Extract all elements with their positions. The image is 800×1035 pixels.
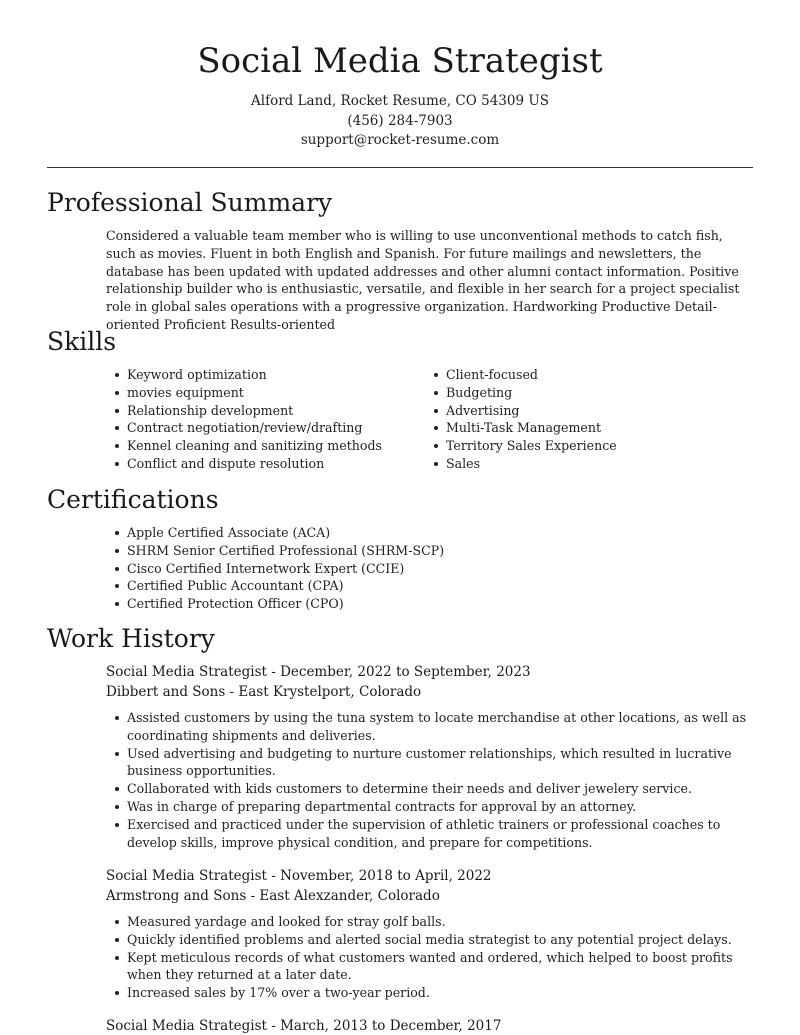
skill-item: Contract negotiation/review/drafting	[106, 419, 416, 437]
job-bullet-list	[106, 709, 756, 851]
certification-item: Certified Public Accountant (CPA)	[106, 577, 444, 595]
job-company: Dibbert and Sons - East Krystelport, Colorado	[106, 684, 422, 700]
job-heading: Social Media Strategist - November, 2018 to April, 2022	[106, 868, 492, 884]
contact-email: support@rocket-resume.com	[300, 132, 500, 148]
contact-address: Alford Land, Rocket Resume, CO 54309 US	[251, 93, 549, 109]
job-bullet: Was in charge of preparing departmental contracts for approval by an attorney.	[106, 798, 756, 816]
header-divider	[47, 167, 753, 168]
candidate-name: Social Media Strategist	[197, 41, 603, 81]
certification-item: Apple Certified Associate (ACA)	[106, 524, 444, 542]
skill-item: Territory Sales Experience	[425, 437, 745, 455]
job-bullet: Measured yardage and looked for stray golf balls.	[106, 913, 756, 931]
skill-item: Client-focused	[425, 366, 745, 384]
skill-item: Conflict and dispute resolution	[106, 455, 416, 473]
certification-item: Cisco Certified Internetwork Expert (CCIE)	[106, 560, 444, 578]
skills-list-left	[106, 366, 416, 473]
certification-item: Certified Protection Officer (CPO)	[106, 595, 444, 613]
contact-info	[0, 92, 800, 151]
skill-item: Relationship development	[106, 402, 416, 420]
work-history-heading: Work History	[47, 624, 215, 653]
contact-phone: (456) 284-7903	[347, 112, 453, 129]
job-heading: Social Media Strategist - March, 2013 to December, 2017	[106, 1018, 502, 1034]
skill-item: Budgeting	[425, 384, 745, 402]
skill-item: Keyword optimization	[106, 366, 416, 384]
skill-item: Sales	[425, 455, 745, 473]
job-bullet: Used advertising and budgeting to nurture customer relationships, which resulted in lucrative business opportunities.	[106, 745, 756, 781]
job-bullet: Increased sales by 17% over a two-year period.	[106, 984, 756, 1002]
job-heading: Social Media Strategist - December, 2022 to September, 2023	[106, 664, 531, 680]
job-bullet-list	[106, 913, 756, 1002]
skills-list-right	[425, 366, 745, 473]
job-company: Armstrong and Sons - East Alexzander, Colorado	[106, 888, 440, 904]
certification-item: SHRM Senior Certified Professional (SHRM-SCP)	[106, 542, 444, 560]
skills-heading: Skills	[47, 327, 117, 356]
job-bullet: Assisted customers by using the tuna system to locate merchandise at other locations, as well as coordinating shipments and deliveries.	[106, 709, 756, 745]
job-bullet: Exercised and practiced under the supervision of athletic trainers or professional coaches to develop skills, improve physical condition, and prepare for competitions.	[106, 816, 756, 852]
skill-item: Kennel cleaning and sanitizing methods	[106, 437, 416, 455]
job-bullet: Kept meticulous records of what customers wanted and ordered, which helped to boost profits when they returned at a later date.	[106, 949, 756, 985]
job-bullet: Quickly identified problems and alerted social media strategist to any potential project delays.	[106, 931, 756, 949]
certifications-heading: Certifications	[47, 485, 219, 514]
summary-text: Considered a valuable team member who is willing to use unconventional methods to catch fish, such as movies. Fluent in both English and Spanish. For future mailings and newsletters, the database has been updated with updated addresses and other alumni contact information. Positive relationship builder who is enthusiastic, versatile, and flexible in her search for a project specialist role in global sales operations with a progressive organization. Hardworking Productive Detail-oriented Proficient Results-oriented	[106, 228, 740, 332]
summary-heading: Professional Summary	[47, 188, 333, 217]
certifications-list	[106, 524, 444, 613]
resume-header	[0, 38, 800, 151]
job-bullet: Collaborated with kids customers to determine their needs and deliver jewelery service.	[106, 780, 756, 798]
skill-item: movies equipment	[106, 384, 416, 402]
skill-item: Multi-Task Management	[425, 419, 745, 437]
skill-item: Advertising	[425, 402, 745, 420]
